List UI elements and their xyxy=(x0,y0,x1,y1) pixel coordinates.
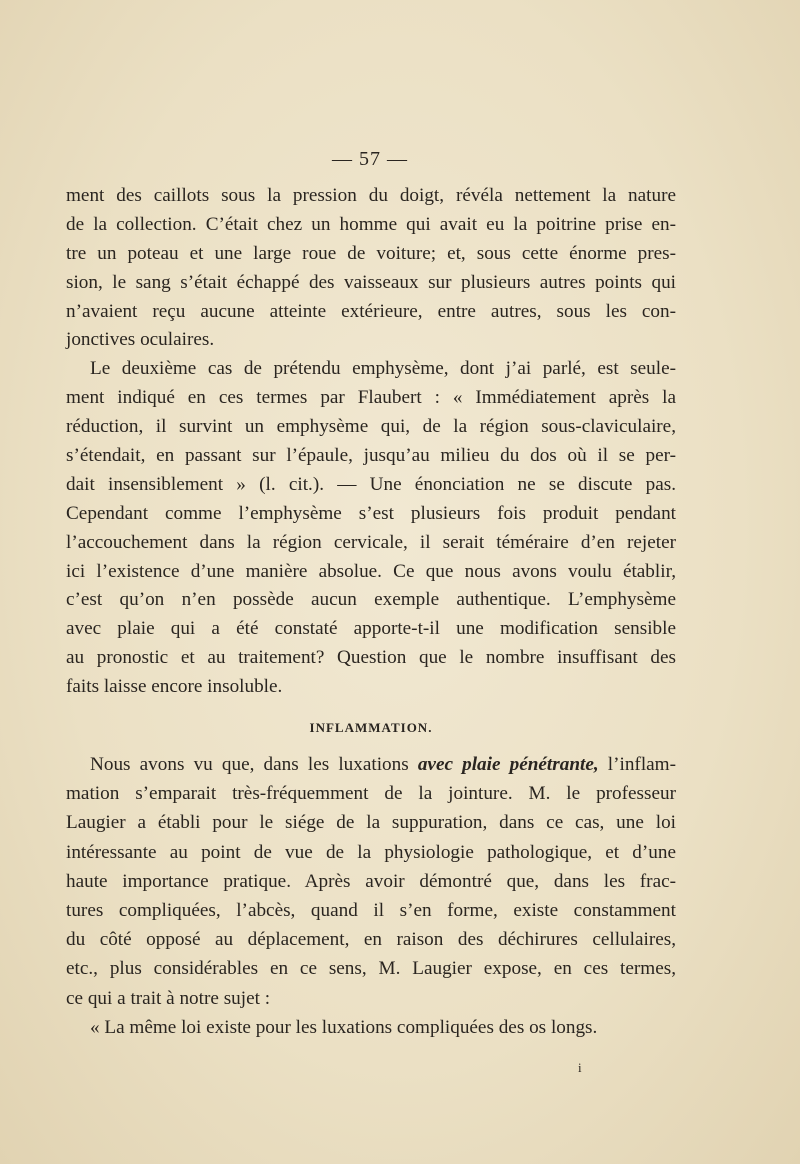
text-line: au pronostic et au traitement? Question que le nombre insuffisant des xyxy=(66,647,676,669)
text-line: tures compliquées, l’abcès, quand il s’en forme, existe constamment xyxy=(66,899,676,921)
text-line-with-italic xyxy=(66,751,676,780)
text-line: Cependant comme l’emphysème s’est plusieurs fois produit pendant xyxy=(66,502,676,524)
text-line: c’est qu’on n’en possède aucun exemple authentique. L’emphysème xyxy=(66,589,676,611)
text-line: etc., plus considérables en ce sens, M. Laugier expose, en ces termes, xyxy=(66,958,676,980)
section-heading: INFLAMMATION. xyxy=(309,720,433,735)
text-line: ce qui a trait à notre sujet : xyxy=(66,987,271,1009)
body-text-top xyxy=(66,182,676,702)
text-line: tre un poteau et une large roue de voiture; et, sous cette énorme pres- xyxy=(66,242,676,264)
text-line: ment indiqué en ces termes par Flaubert : « Immédiatement après la xyxy=(66,387,676,409)
text-line: intéressante au point de vue de la physiologie pathologique, et d’une xyxy=(66,841,676,863)
text-line: réduction, il survint un emphysème qui, de la région sous-claviculaire, xyxy=(66,416,676,438)
signature-mark: i xyxy=(578,1060,582,1075)
text-line: n’avaient reçu aucune atteinte extérieure, entre autres, sous les con- xyxy=(66,300,676,322)
text-line: Le deuxième cas de prétendu emphysème, dont j’ai parlé, est seule- xyxy=(90,358,676,380)
body-text-bottom xyxy=(66,751,676,1043)
text-line: du côté opposé au déplacement, en raison des déchirures cellulaires, xyxy=(66,929,676,951)
text-line: ici l’existence d’une manière absolue. Ce que nous avons voulu établir, xyxy=(66,560,676,582)
text-run: l’inflam- xyxy=(598,754,676,775)
text-line: de la collection. C’était chez un homme qui avait eu la poitrine prise en- xyxy=(66,213,676,235)
text-line: dait insensiblement » (l. cit.). — Une énonciation ne se discute pas. xyxy=(66,473,676,495)
text-line: haute importance pratique. Après avoir démontré que, dans les frac- xyxy=(66,870,676,892)
text-run: Nous avons vu que, dans les luxations xyxy=(90,754,418,775)
text-line: Laugier a établi pour le siége de la suppuration, dans ce cas, une loi xyxy=(66,812,676,834)
page-number: — 57 — xyxy=(332,148,408,170)
text-line: mation s’emparait très-fréquemment de la jointure. M. le professeur xyxy=(66,783,676,805)
quote-line: « La même loi existe pour les luxations compliquées des os longs. xyxy=(90,1016,598,1038)
text-line: sion, le sang s’était échappé des vaisseaux sur plusieurs autres points qui xyxy=(66,271,676,293)
italic-phrase: avec plaie pénétrante, xyxy=(417,754,599,775)
text-line: l’accouchement dans la région cervicale, il serait téméraire d’en rejeter xyxy=(66,531,676,553)
text-line: s’étendait, en passant sur l’épaule, jusqu’au milieu du dos où il se per- xyxy=(66,445,676,467)
text-line: ment des caillots sous la pression du doigt, révéla nettement la nature xyxy=(66,185,676,206)
text-line: jonctives oculaires. xyxy=(66,329,215,351)
text-line: avec plaie qui a été constaté apporte-t-il une modification sensible xyxy=(66,618,676,640)
text-line: faits laisse encore insoluble. xyxy=(66,676,283,698)
